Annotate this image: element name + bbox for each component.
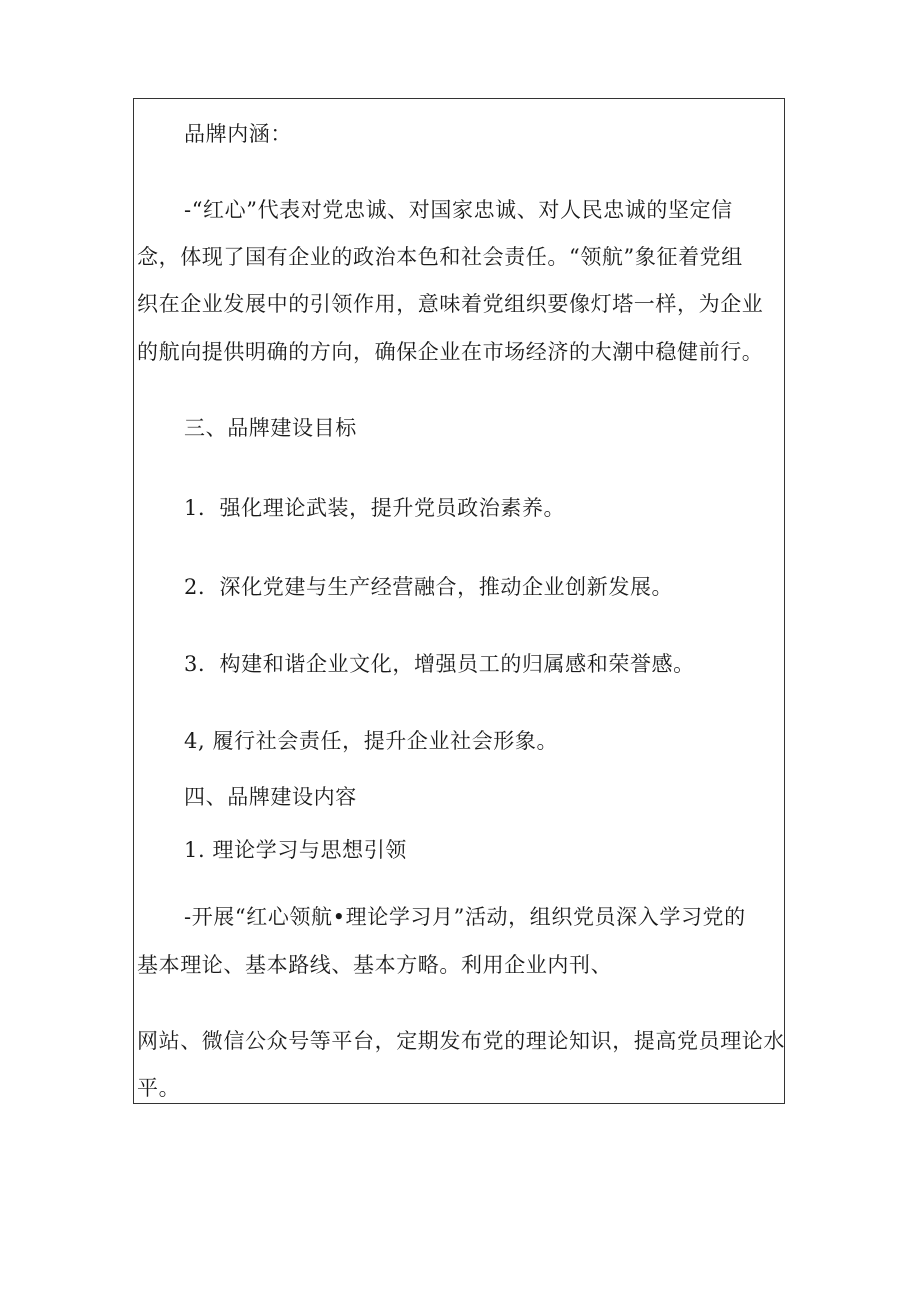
brand-meaning-heading: 品牌内涵： bbox=[184, 122, 292, 146]
list-item: 1．强化理论武装，提升党员政治素养。 bbox=[184, 496, 566, 520]
paragraph-line: 念，体现了国有企业的政治本色和社会责任。“领航”象征着党组 bbox=[137, 245, 743, 269]
subsection-heading: 1. 理论学习与思想引领 bbox=[184, 838, 407, 862]
paragraph-line: 织在企业发展中的引领作用，意味着党组织要像灯塔一样，为企业 bbox=[137, 292, 764, 316]
paragraph-line: -开展“红心领航•理论学习月”活动，组织党员深入学习党的 bbox=[184, 905, 746, 929]
section-heading: 三、品牌建设目标 bbox=[184, 416, 357, 440]
list-item: 3．构建和谐企业文化，增强员工的归属感和荣誉感。 bbox=[184, 652, 695, 676]
list-item: 2．深化党建与生产经营融合，推动企业创新发展。 bbox=[184, 575, 674, 599]
list-item: 4, 履行社会责任，提升企业社会形象。 bbox=[184, 729, 559, 753]
paragraph-line: 网站、微信公众号等平台，定期发布党的理论知识，提高党员理论水 bbox=[137, 1029, 785, 1053]
paragraph-line: -“红心”代表对党忠诚、对国家忠诚、对人民忠诚的坚定信 bbox=[184, 198, 733, 222]
paragraph-line: 平。 bbox=[137, 1076, 181, 1100]
section-heading: 四、品牌建设内容 bbox=[184, 785, 357, 809]
paragraph-line: 基本理论、基本路线、基本方略。利用企业内刊、 bbox=[137, 953, 613, 977]
paragraph-line: 的航向提供明确的方向，确保企业在市场经济的大潮中稳健前行。 bbox=[137, 340, 764, 364]
